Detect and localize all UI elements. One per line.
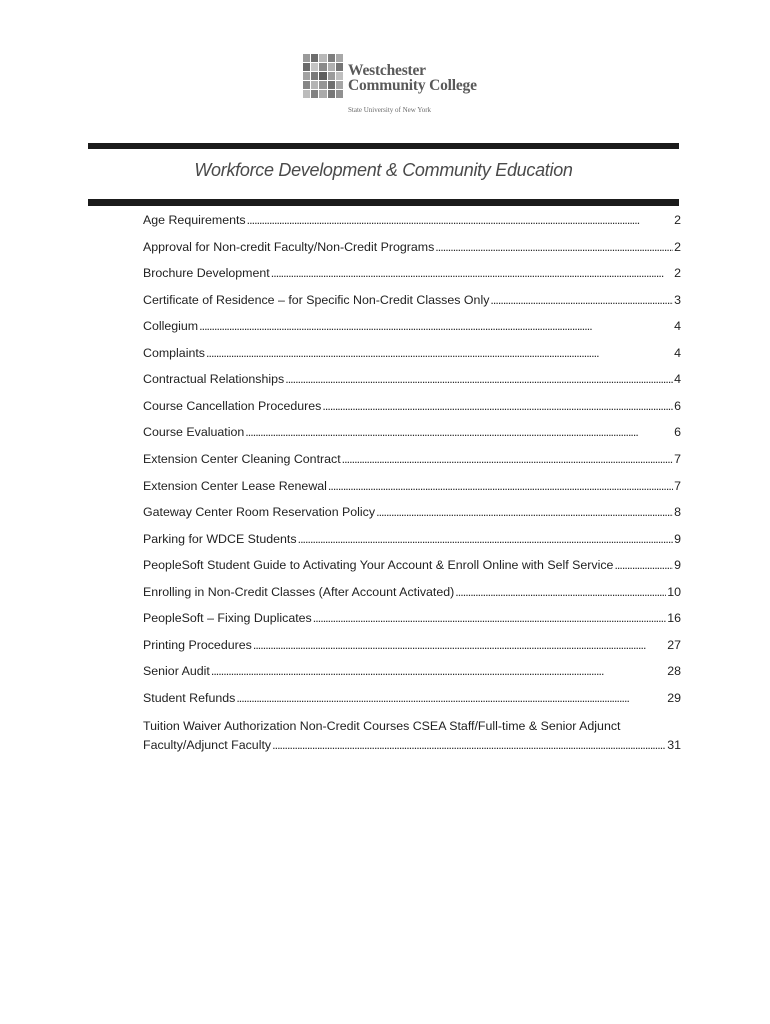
toc-line [143, 585, 681, 599]
toc-entry-title: Approval for Non-credit Faculty/Non-Credit Programs [143, 239, 435, 254]
toc-entry-title: PeopleSoft – Fixing Duplicates [143, 611, 312, 626]
toc-page-number: 6 [674, 425, 681, 440]
logo-square [319, 72, 326, 80]
toc-entry[interactable] [143, 664, 681, 678]
toc-line [143, 736, 681, 755]
toc-entry-title: Tuition Waiver Authorization Non-Credit Courses CSEA Staff/Full-time & Senior Adjunct [143, 719, 621, 734]
toc-page-number: 29 [667, 690, 681, 705]
toc-entry-title: Complaints [143, 345, 205, 360]
toc-page-number: 10 [667, 584, 681, 599]
toc-page-number: 4 [674, 319, 681, 334]
toc-entry[interactable] [143, 425, 681, 439]
toc-dot-leader [342, 452, 673, 466]
toc-entry[interactable] [143, 532, 681, 546]
toc-entry[interactable] [143, 399, 681, 413]
logo-square [328, 90, 335, 98]
toc-line [143, 532, 681, 546]
logo-mark-icon [303, 54, 343, 98]
toc-dot-leader [206, 346, 673, 360]
toc-dot-leader [211, 664, 666, 678]
toc-line [143, 399, 681, 413]
toc-entry[interactable] [143, 691, 681, 705]
toc-entry[interactable] [143, 585, 681, 599]
toc-entry-title: Brochure Development [143, 266, 270, 281]
toc-entry-title: Enrolling in Non-Credit Classes (After Account Activated) [143, 584, 455, 599]
toc-entry-title: Student Refunds [143, 690, 236, 705]
toc-entry-title: Faculty/Adjunct Faculty [143, 738, 272, 753]
toc-dot-leader [272, 736, 666, 755]
logo-square [319, 90, 326, 98]
logo-tagline: State University of New York [348, 106, 432, 114]
logo-square [336, 72, 343, 80]
toc-page-number: 4 [674, 372, 681, 387]
toc-line [143, 293, 681, 307]
toc-page-number: 27 [667, 637, 681, 652]
toc-dot-leader [322, 399, 673, 413]
toc-dot-leader [490, 293, 673, 307]
toc-entry-title: Age Requirements [143, 213, 246, 227]
toc-dot-leader [455, 585, 666, 599]
toc-entry-title: Extension Center Cleaning Contract [143, 451, 341, 466]
toc-line [143, 452, 681, 466]
logo-wordmark [348, 63, 478, 93]
toc-line [143, 319, 681, 333]
toc-entry[interactable] [143, 240, 681, 254]
toc-entry[interactable] [143, 346, 681, 360]
logo-square [336, 90, 343, 98]
toc-entry-title: Certificate of Residence – for Specific Non-Credit Classes Only [143, 292, 490, 307]
logo-square [336, 63, 343, 71]
logo-square [319, 81, 326, 89]
toc-entry[interactable] [143, 558, 681, 572]
toc-entry[interactable] [143, 452, 681, 466]
logo-square [328, 72, 335, 80]
toc-entry-title: Parking for WDCE Students [143, 531, 297, 546]
title-rule-top [88, 143, 679, 149]
logo-square [311, 54, 318, 62]
toc-entry[interactable] [143, 638, 681, 652]
toc-line [143, 213, 681, 227]
toc-entry[interactable] [143, 717, 681, 755]
toc-entry[interactable] [143, 213, 681, 227]
toc-line [143, 372, 681, 386]
toc-dot-leader [376, 505, 673, 519]
toc-page-number: 16 [667, 611, 681, 626]
toc-line [143, 425, 681, 439]
toc-page-number: 7 [674, 478, 681, 493]
toc-entry[interactable] [143, 266, 681, 280]
toc-dot-leader [435, 240, 673, 254]
toc-page-number: 8 [674, 505, 681, 520]
toc-entry-title: Printing Procedures [143, 637, 252, 652]
logo-square [303, 63, 310, 71]
toc-entry-title: Contractual Relationships [143, 372, 285, 387]
toc-page-number: 28 [667, 664, 681, 679]
toc-entry-title: Course Evaluation [143, 425, 245, 440]
logo-square [328, 54, 335, 62]
toc-line [143, 479, 681, 493]
toc-dot-leader [328, 479, 673, 493]
toc-page-number: 31 [667, 738, 681, 753]
toc-page-number: 2 [674, 239, 681, 254]
toc-page-number: 2 [674, 266, 681, 281]
toc-line [143, 346, 681, 360]
document-title: Workforce Development & Community Education [194, 160, 573, 180]
logo-square [319, 54, 326, 62]
toc-entry[interactable] [143, 479, 681, 493]
logo-square [303, 90, 310, 98]
toc-page-number: 2 [674, 213, 681, 227]
college-logo [303, 54, 477, 124]
toc-dot-leader [271, 266, 673, 280]
toc-entry-title: Senior Audit [143, 664, 210, 679]
toc-dot-leader [245, 425, 673, 439]
toc-page-number: 4 [674, 345, 681, 360]
toc-dot-leader [199, 319, 673, 333]
toc-entry[interactable] [143, 611, 681, 625]
logo-square [311, 72, 318, 80]
logo-square [319, 63, 326, 71]
logo-square [336, 54, 343, 62]
toc-dot-leader [236, 691, 666, 705]
toc-page-number: 3 [674, 292, 681, 307]
toc-entry-title: Collegium [143, 319, 199, 334]
logo-line1: Westchester [348, 62, 426, 79]
toc-line [143, 505, 681, 519]
logo-square [311, 90, 318, 98]
toc-line [143, 638, 681, 652]
toc-page-number: 9 [674, 558, 681, 573]
logo-line2: Community College [348, 77, 477, 94]
toc-line [143, 558, 681, 572]
logo-square [303, 81, 310, 89]
toc-entry[interactable] [143, 505, 681, 519]
toc-page-number: 6 [674, 398, 681, 413]
logo-square [328, 81, 335, 89]
toc-dot-leader [614, 558, 673, 572]
toc-line [143, 691, 681, 705]
toc-line [143, 611, 681, 625]
toc-page-number: 7 [674, 451, 681, 466]
toc-entry-title: PeopleSoft Student Guide to Activating Your Account & Enroll Online with Self Service [143, 558, 614, 573]
toc-line [143, 240, 681, 254]
toc-dot-leader [253, 638, 666, 652]
logo-square [303, 72, 310, 80]
toc-dot-leader [313, 611, 666, 625]
toc-dot-leader [298, 532, 674, 546]
toc-entry-title: Extension Center Lease Renewal [143, 478, 327, 493]
toc-entry[interactable] [143, 372, 681, 386]
toc-dot-leader [285, 372, 673, 386]
toc-entry[interactable] [143, 319, 681, 333]
toc-entry-title: Gateway Center Room Reservation Policy [143, 505, 376, 520]
toc-line [143, 664, 681, 678]
title-rule-bottom [88, 199, 679, 206]
toc-dot-leader [247, 213, 673, 227]
logo-square [311, 81, 318, 89]
logo-square [303, 54, 310, 62]
logo-square [311, 63, 318, 71]
toc-page-number: 9 [674, 531, 681, 546]
toc-entry-title: Course Cancellation Procedures [143, 398, 322, 413]
logo-square [336, 81, 343, 89]
toc-line [143, 266, 681, 280]
logo-square [328, 63, 335, 71]
toc-entry[interactable] [143, 293, 681, 307]
